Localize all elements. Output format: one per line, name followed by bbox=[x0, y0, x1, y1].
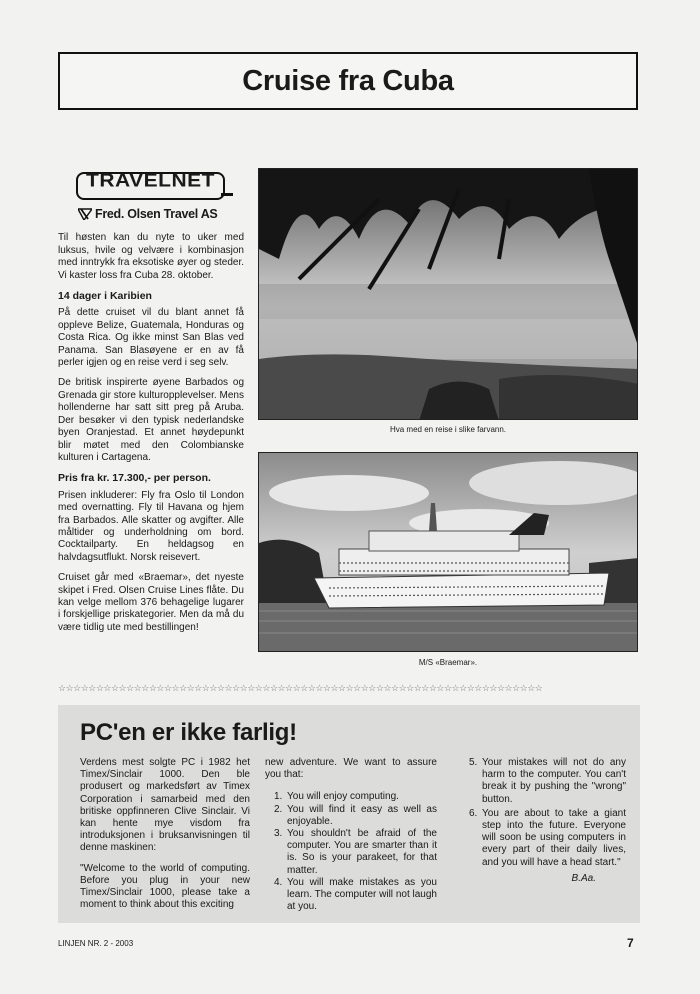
list-item: 4. You will make mistakes as you learn. The computer will not laugh at you. bbox=[274, 876, 437, 913]
box-column-3 bbox=[460, 757, 626, 885]
box-paragraph: Verdens mest solgte PC i 1982 het Timex/Sinclair 1000. Den ble produsert og markedsført av Timex Corporation i samarbeid med den britiske oppfinneren Clive Sinclair. Vi kan hente mye visdom fra introduksjonen i bruksanvisningen til denne maskinen: bbox=[80, 757, 250, 854]
list-item: 1. You will enjoy computing. bbox=[274, 791, 399, 803]
box-column-2 bbox=[265, 757, 437, 913]
subheading: 14 dager i Karibien bbox=[58, 290, 152, 303]
photo-caption: M/S «Braemar». bbox=[418, 658, 478, 667]
paragraph: Cruiset går med «Braemar», det nyeste skipet i Fred. Olsen Cruise Lines flåte. Du kan velge mellom 376 behagelige lugarer i forskjellige priskategorier. Men da må du være tidlig ute med bestillingen! bbox=[58, 572, 244, 633]
paragraph: På dette cruiset vil du blant annet få oppleve Belize, Guatemala, Honduras og Costa Rica. Og ikke minst San Blas ved Panama. San Blasøyene er en av få perler igjen og en reise verd i seg selv. bbox=[58, 307, 244, 369]
numbered-list bbox=[265, 791, 437, 913]
price-heading: Pris fra kr. 17.300,- per person. bbox=[58, 472, 211, 485]
tropical-sunset-photo bbox=[258, 168, 638, 420]
photo-caption: Hva med en reise i slike farvann. bbox=[389, 425, 507, 434]
signature: B.Aa. bbox=[571, 872, 596, 884]
list-item: 2. You will find it easy as well as enjoyable. bbox=[274, 803, 437, 827]
star-divider: ☆☆☆☆☆☆☆☆☆☆☆☆☆☆☆☆☆☆☆☆☆☆☆☆☆☆☆☆☆☆☆☆☆☆☆☆☆☆☆☆☆☆☆☆☆☆☆☆☆☆☆☆☆☆☆☆☆☆☆☆☆☆☆☆ bbox=[58, 683, 543, 693]
page-number: 7 bbox=[627, 936, 634, 950]
magazine-issue: LINJEN NR. 2 - 2003 bbox=[58, 939, 134, 948]
paragraph: Prisen inkluderer: Fly fra Oslo til London med overnatting. Fly til Havana og hjem fra Barbados. Alle skatter og avgifter. Alle måltider og underholdning om bord. Cocktailparty. En heldagsog en halvdagsutflukt. Norsk reisevert. bbox=[58, 489, 244, 563]
fred-olsen-logo-icon bbox=[78, 208, 92, 220]
paragraph: De britisk inspirerte øyene Barbados og Grenada gir store kulturopplevelser. Mens hollenderne har satt sitt preg på Aruba. Der besøker vi den typisk nederlandske byen Oranjestad. Et annet høydepunkt blir møtet med den Colombianske kulturen i Cartagena. bbox=[58, 377, 244, 463]
quote-paragraph: "Welcome to the world of computing. Before you plug in your new Timex/Sinclair 1000, please take a moment to think about this exciting bbox=[80, 862, 250, 911]
intro-paragraph: Til høsten kan du nyte to uker med luksus, hvile og velvære i kombinasjon med inntrykk fra eksotiske øyer og steder. Vi kaster loss fra Cuba 28. oktober. bbox=[58, 232, 244, 281]
title-box bbox=[58, 52, 638, 110]
box-paragraph: new adventure. We want to assure you that: bbox=[265, 757, 437, 781]
travelnet-logo bbox=[76, 172, 225, 200]
list-item: 3. You shouldn't be afraid of the computer. You are smarter than it is. So is your parakeet, for that matter. bbox=[274, 828, 437, 876]
list-item: 6. You are about to take a giant step into the future. Everyone will soon be using computers in every part of their daily lives, and you will have a head start." bbox=[469, 807, 626, 868]
list-item: 5. Your mistakes will not do any harm to the computer. You can't break it by pushing the "wrong" button. bbox=[469, 757, 626, 805]
sidebar-box bbox=[58, 705, 640, 923]
box-heading: PC'en er ikke farlig! bbox=[80, 719, 297, 746]
logo-text: TRAVELNET bbox=[86, 170, 215, 191]
cruise-ship-photo bbox=[258, 452, 638, 652]
brand-line bbox=[78, 208, 244, 220]
box-column-1 bbox=[80, 757, 250, 911]
article-text-column bbox=[58, 172, 244, 642]
page-title: Cruise fra Cuba bbox=[242, 64, 454, 97]
numbered-list bbox=[460, 757, 626, 869]
brand-name: Fred. Olsen Travel AS bbox=[95, 207, 218, 221]
